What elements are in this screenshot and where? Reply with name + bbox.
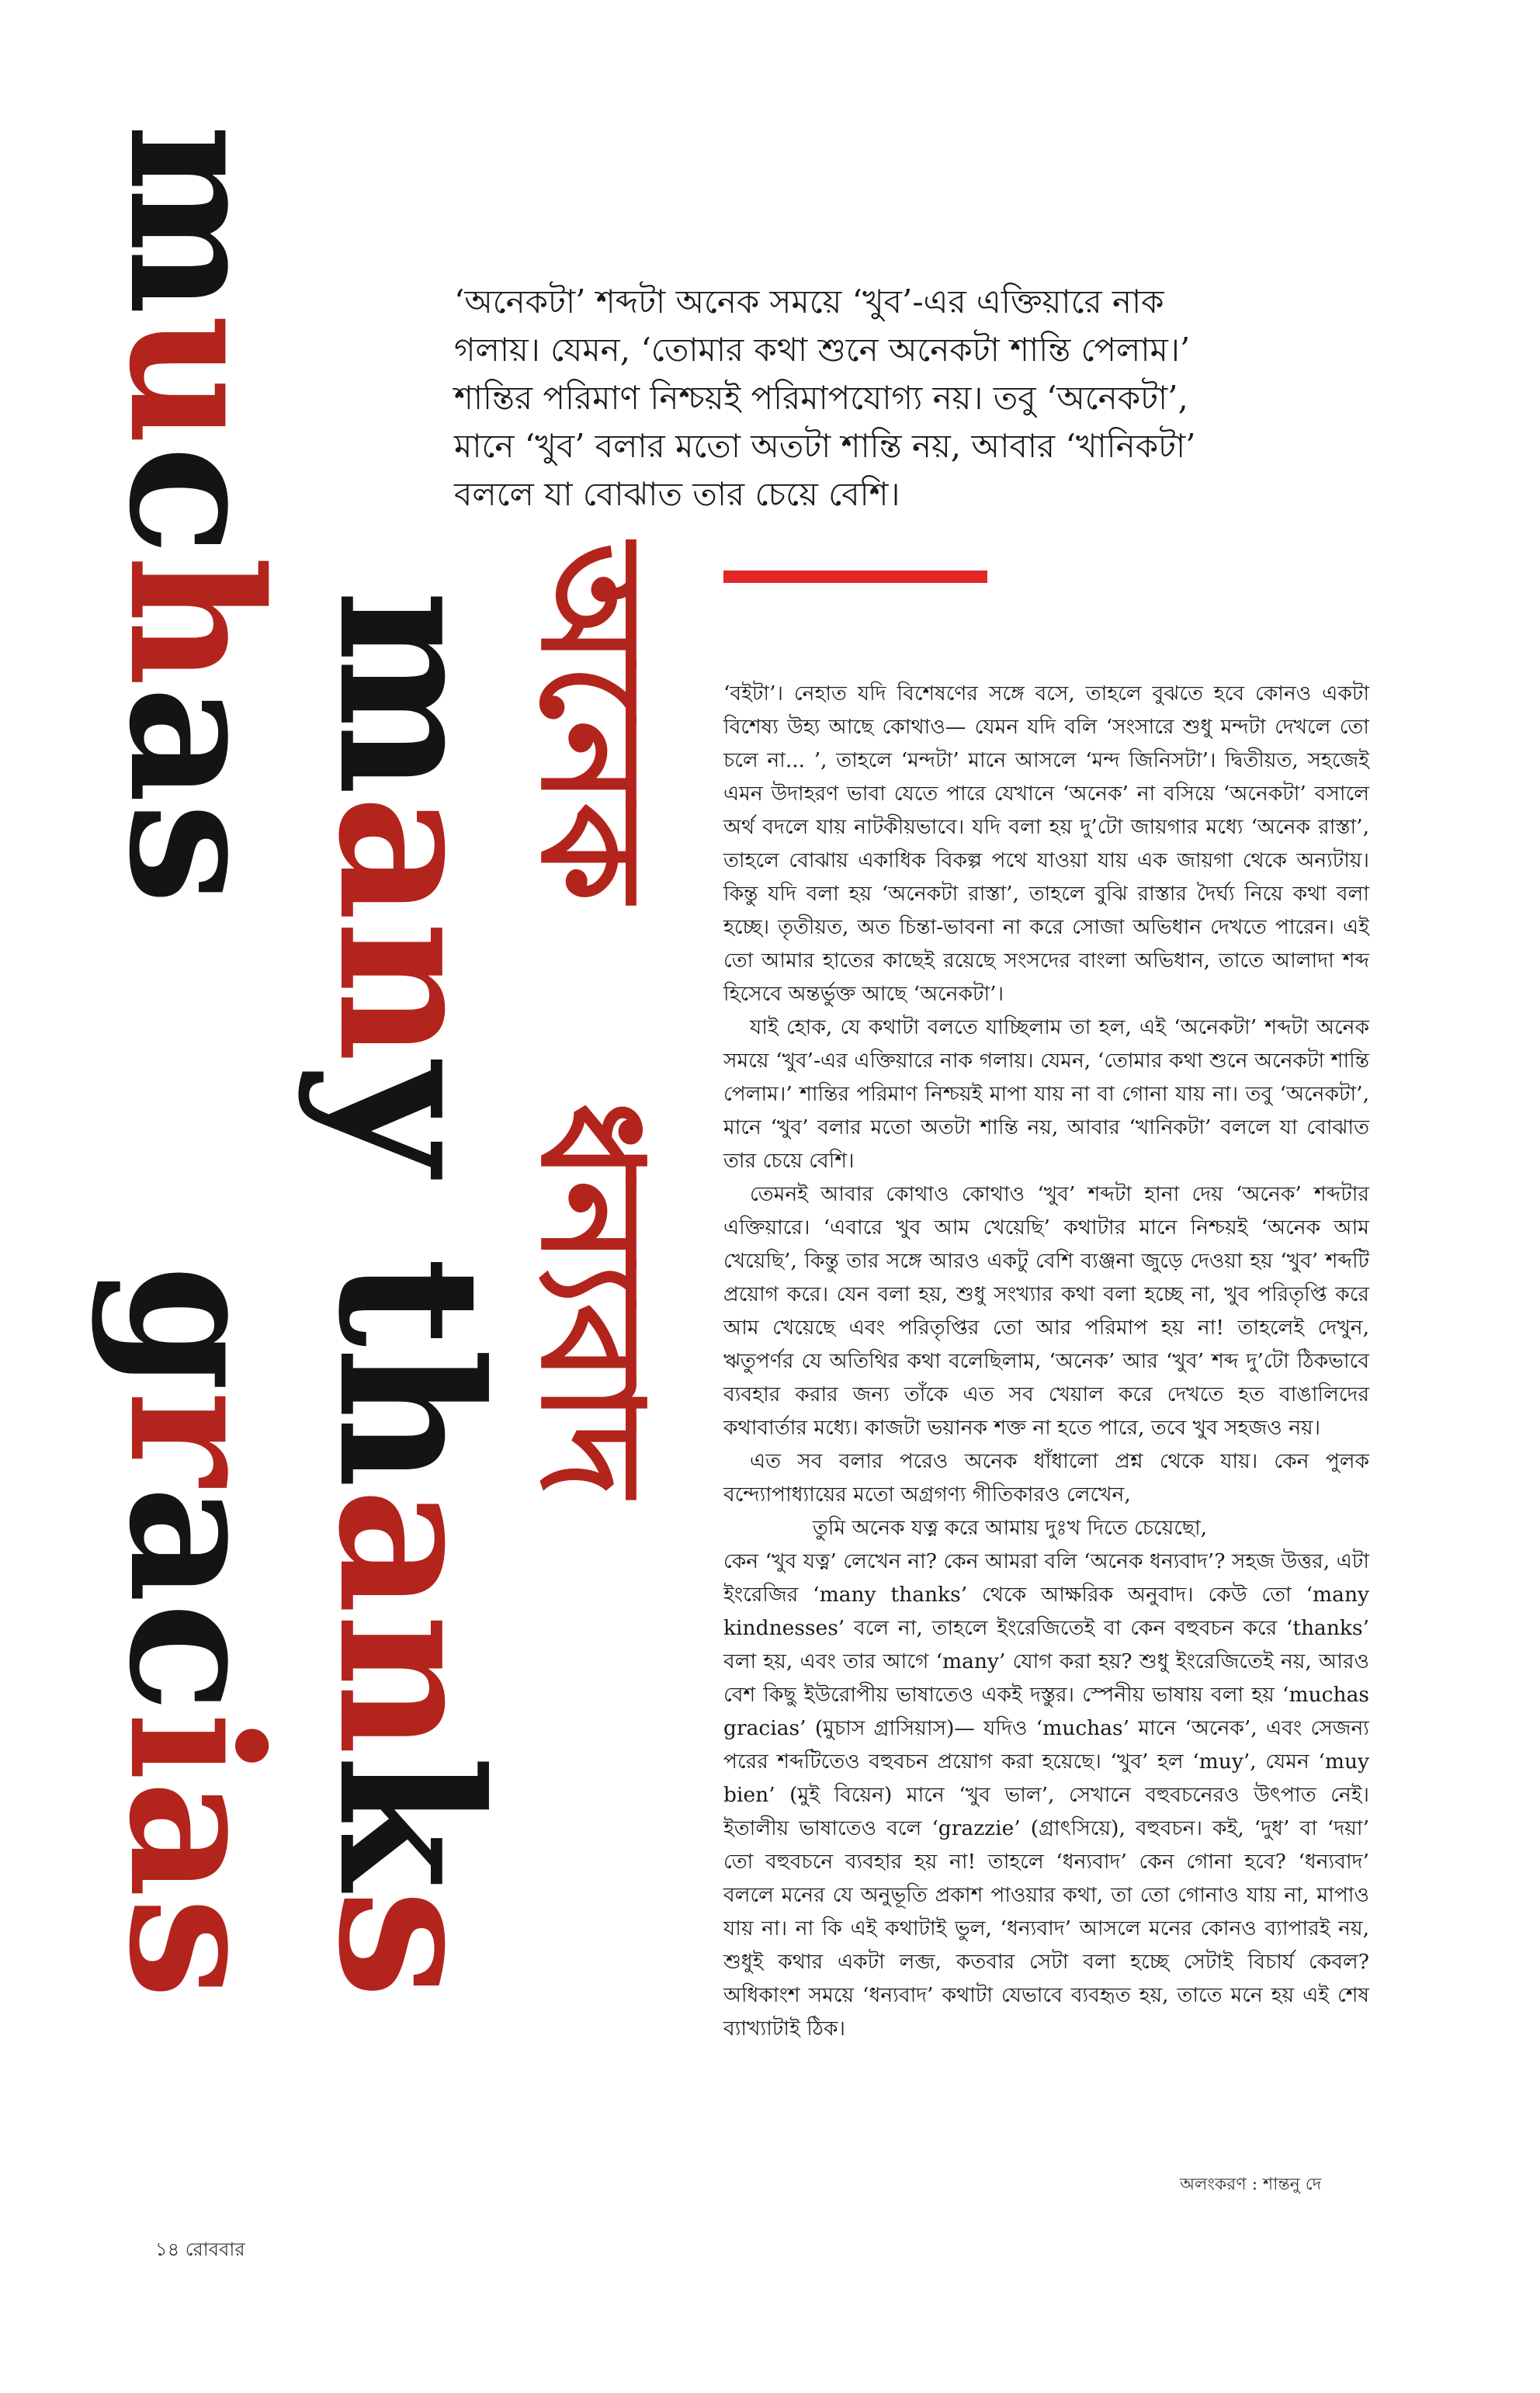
headline-bengali-dhonnobad: ধন্যবাদ [510,1102,672,1496]
headline-thanks: thanks [296,1257,524,1999]
pull-quote-line: মানে ‘খুব’ বলার মতো অতটা শান্তি নয়, আবার ‘খানিকটা’ [454,427,1196,465]
headline-gracias: gracias [89,1265,301,1999]
headline-muchas: muchas [89,124,301,905]
pull-quote [454,278,1199,518]
article-paragraph: ‘বইটা’। নেহাত যদি বিশেষণের সঙ্গে বসে, তাহলে বুঝতে হবে কোনও একটা বিশেষ্য উহ্য আছে কোথাও— যেমন যদি বলি ‘সংসারে শুধু মন্দটা দেখলে তো চলে না... ’, তাহলে ‘মন্দটা’ মানে আসলে ‘মন্দ জিনিসটা’। দ্বিতীয়ত, সহজেই এমন উদাহরণ ভাবা যেতে পারে যেখানে ‘অনেক’ না বসিয়ে ‘অনেকটা’ বসালে অর্থ বদলে যায় নাটকীয়ভাবে। যদি বলা হয় দু’টো জায়গার মধ্যে ‘অনেক রাস্তা’, তাহলে বোঝায় একাধিক বিকল্প পথে যাওয়া যায় এক জায়গা থেকে অন্যটায়। কিন্তু যদি বলা হয় ‘অনেকটা রাস্তা’, তাহলে বুঝি রাস্তার দৈর্ঘ্য নিয়ে কথা বলা হচ্ছে। তৃতীয়ত, অত চিন্তা-ভাবনা না করে সোজা অভিধান দেখতে পারেন। এই তো আমার হাতের কাছেই রয়েছে সংসদের বাংলা অভিধান, তাতে আলাদা শব্দ হিসেবে অন্তর্ভুক্ত আছে ‘অনেকটা’। [723,681,1369,1006]
song-quote: তুমি অনেক যত্ন করে আমায় দুঃখ দিতে চেয়েছো, [813,1516,1208,1540]
headline-many: many [296,590,524,1175]
article-paragraph: যাই হোক, যে কথাটা বলতে যাচ্ছিলাম তা হল, এই ‘অনেকটা’ শব্দটা অনেক সময়ে ‘খুব’-এর এক্তিয়ারে নাক গলায়। যেমন, ‘তোমার কথা শুনে অনেকটা শান্তি পেলাম।’ শান্তির পরিমাণ নিশ্চয়ই মাপা যায় না বা গোনা যায় না। তবু ‘অনেকটা’, মানে ‘খুব’ বলার মতো অতটা শান্তি নয়, আবার ‘খানিকটা’ বললে যা বোঝাত তার চেয়ে বেশি। [723,1015,1369,1173]
pull-quote-line: বললে যা বোঝাত তার চেয়ে বেশি। [454,475,900,513]
illustration-credit: অলংকরণ : শান্তনু দে [1180,2175,1322,2194]
article-paragraph: এত সব বলার পরেও অনেক ধাঁধালো প্রশ্ন থেকে যায়। কেন পুলক বন্দ্যোপাধ্যায়ের মতো অগ্রগণ্য গীতিকারও লেখেন, [723,1449,1369,1507]
pull-quote-line: ‘অনেকটা’ শব্দটা অনেক সময়ে ‘খুব’-এর এক্তিয়ারে নাক [454,283,1164,321]
article-body [723,677,1369,2045]
headline-bengali-onek: অনেক [510,543,672,902]
pull-quote-line: শান্তির পরিমাণ নিশ্চয়ই পরিমাপযোগ্য নয়। তবু ‘অনেকটা’, [454,379,1188,417]
article-paragraph: কেন ‘খুব যত্ন’ লেখেন না? কেন আমরা বলি ‘অনেক ধন্যবাদ’? সহজ উত্তর, এটা ইংরেজির ‘many thanks’ থেকে আক্ষরিক অনুবাদ। কেউ তো ‘many kindnesses’ বলে না, তাহলে ইংরেজিতেই বা কেন বহুবচন করে ‘thanks’ বলা হয়, এবং তার আগে ‘many’ যোগ করা হয়? শুধু ইংরেজিতেই নয়, আরও বেশ কিছু ইউরোপীয় ভাষাতেও একই দস্তুর। স্পেনীয় ভাষায় বলা হয় ‘muchas gracias’ (মুচাস গ্রাসিয়াস)— যদিও ‘muchas’ মানে ‘অনেক’, এবং সেজন্য পরের শব্দটিতেও বহুবচন প্রয়োগ করা হয়েছে। ‘খুব’ হল ‘muy’, যেমন ‘muy bien’ (মুই বিয়েন) মানে ‘খুব ভাল’, সেখানে বহুবচনেরও উৎপাত নেই। ইতালীয় ভাষাতেও বলে ‘grazzie’ (গ্রাৎসিয়ে), বহুবচন। কই, ‘দুধ’ বা ‘দয়া’ তো বহুবচনে ব্যবহার হয় না! তাহলে ‘ধন্যবাদ’ কেন গোনা হবে? ‘ধন্যবাদ’ বললে মনের যে অনুভূতি প্রকাশ পাওয়ার কথা, তা তো গোনাও যায় না, মাপাও যায় না। না কি এই কথাটাই ভুল, ‘ধন্যবাদ’ আসলে মনের কোনও ব্যাপারই নয়, শুধুই কথার একটা লব্জ, কতবার সেটা বলা হচ্ছে সেটাই বিচার্য কেবল? অধিকাংশ সময়ে ‘ধন্যবাদ’ কথাটা যেভাবে ব্যবহৃত হয়, তাতে মনে হয় এই শেষ ব্যাখ্যাটাই ঠিক। [723,1549,1369,2041]
section-divider [723,571,987,583]
article-paragraph: তেমনই আবার কোথাও কোথাও ‘খুব’ শব্দটা হানা দেয় ‘অনেক’ শব্দটার এক্তিয়ারে। ‘এবারে খুব আম খেয়েছি’ কথাটার মানে নিশ্চয়ই ‘অনেক আম খেয়েছি’, কিন্তু তার সঙ্গে আরও একটু বেশি ব্যঞ্জনা জুড়ে দেওয়া হয় ‘খুব’ শব্দটি প্রয়োগ করে। যেন বলা হয়, শুধু সংখ্যার কথা বলা হচ্ছে না, খুব পরিতৃপ্তি করে আম খেয়েছে এবং পরিতৃপ্তির তো আর পরিমাপ হয় না! তাহলেই দেখুন, ঋতুপর্ণর যে অতিথির কথা বলেছিলাম, ‘অনেক’ আর ‘খুব’ শব্দ দু’টো ঠিকভাবে ব্যবহার করার জন্য তাঁকে এত সব খেয়াল করে দেখতে হত বাঙালিদের কথাবার্তার মধ্যে। কাজটা ভয়ানক শক্ত না হতে পারে, তবে খুব সহজও নয়। [723,1182,1369,1440]
pull-quote-line: গলায়। যেমন, ‘তোমার কথা শুনে অনেকটা শান্তি পেলাম।’ [454,331,1191,369]
page-folio: ১৪ রোববার [155,2239,245,2260]
